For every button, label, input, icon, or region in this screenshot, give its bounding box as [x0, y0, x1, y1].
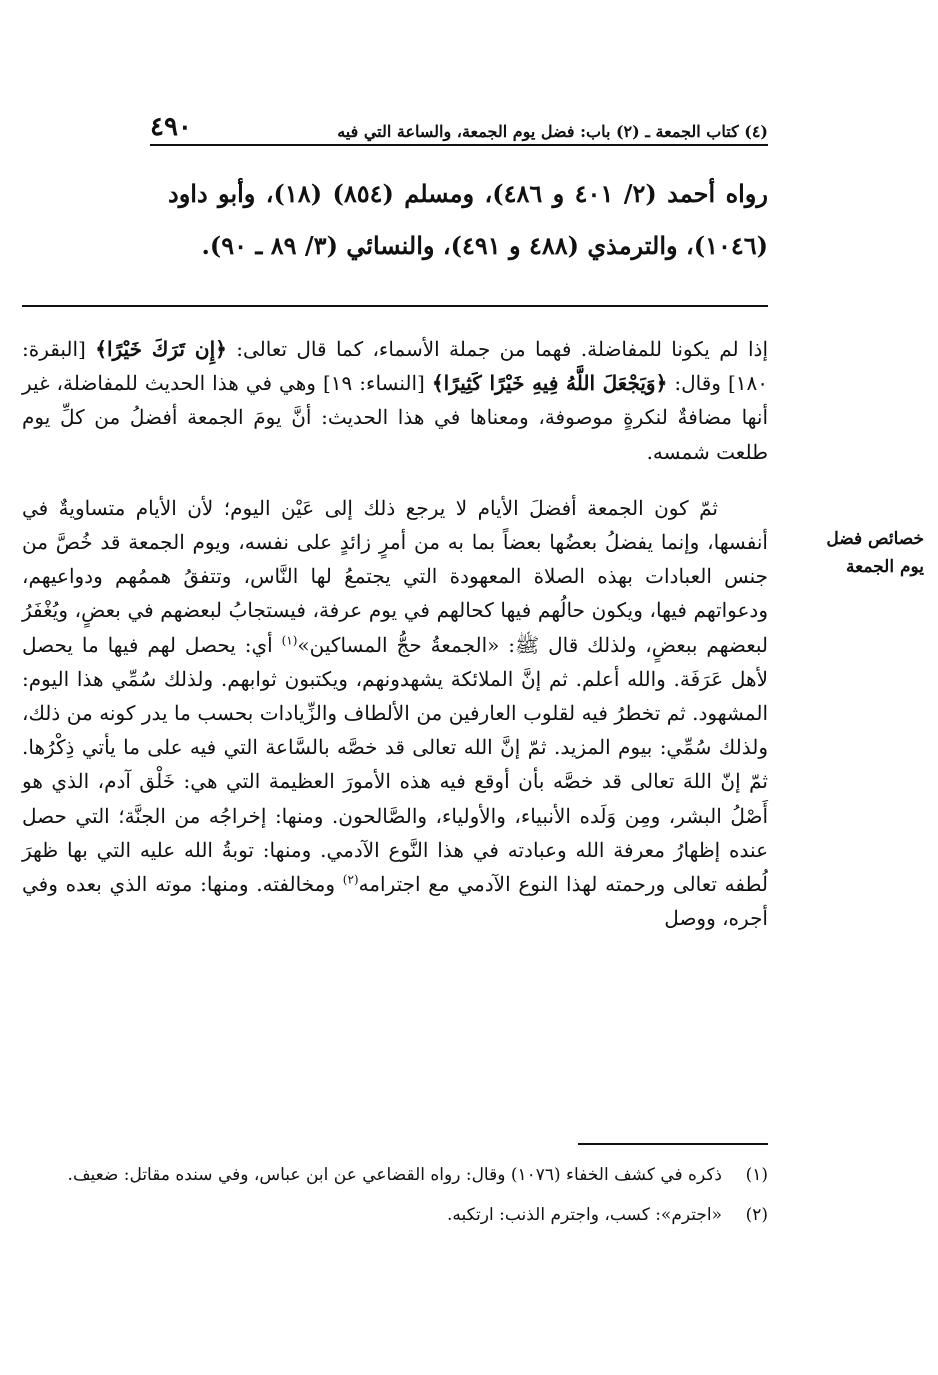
commentary-text: [النساء: ١٩] وهي في هذا الحديث للمفاضلة، غير أنها مضافةٌ لنكرةٍ موصوفة، ومعناها في هذا الحديث: أنَّ يومَ الجمعة أفضلُ من كلِّ يوم طلعت شمسه. — [22, 371, 768, 464]
footnote-text: «اجترم»: كسب، واجترم الذنب: ارتكبه. — [446, 1205, 722, 1225]
commentary-paragraph-2 — [22, 491, 768, 936]
footnote-divider — [578, 1143, 768, 1145]
footnote-text: ذكره في كشف الخفاء (١٠٧٦) وقال: رواه القضاعي عن ابن عباس، وفي سنده مقاتل: ضعيف. — [67, 1165, 722, 1185]
commentary — [22, 332, 768, 935]
commentary-text: ثمّ كون الجمعة أفضلَ الأيام لا يرجع ذلك إلى عَيْن اليوم؛ لأن الأيام متساويةٌ في أنفسها، وإنما يفضلُ بعضُها بعضاً بما به من أمرٍ زائدٍ على نفسه، ويوم الجمعة قد خُصَّ من جنس العبادات بهذه الصلاة المعهودة التي يجتمعُ لها النَّاس، وتتفقُ هممُهم ودواعيهم، ودعواتهم فيها، ويكون حالُهم فيها كحالهم في يوم عرفة، فيستجابُ لبعضهم في بعضٍ، ويُغْفَرُ لبعضهم ببعضٍ، ولذلك قال ﷺ: «الجمعةُ حجُّ المساكين» — [22, 495, 768, 657]
quran-verse: ﴿وَيَجْعَلَ اللَّهُ فِيهِ خَيْرًا كَثِيرًا﴾ — [431, 371, 668, 396]
footnote-ref-2: (٢) — [342, 872, 359, 887]
hadith-sources — [168, 168, 768, 272]
page-number: ٤٩٠ — [150, 112, 192, 142]
footnote-number: (١) — [745, 1165, 768, 1185]
commentary-text: [البقرة: ١٨٠] وقال: — [22, 337, 768, 396]
margin-note-line: يوم الجمعة — [846, 557, 924, 577]
footnote-2 — [22, 1200, 768, 1230]
margin-note — [784, 525, 924, 581]
footnote-number: (٢) — [745, 1205, 768, 1225]
running-head: (٤) كتاب الجمعة ـ (٢) باب: فضل يوم الجمعة، والساعة التي فيه — [337, 122, 768, 141]
page-header — [150, 110, 768, 146]
hadith-sources-text: رواه أحمد (٢/ ٤٠١ و ٤٨٦)، ومسلم (٨٥٤) (١٨)، وأبو داود (١٠٤٦)، والترمذي (٤٨٨ و ٤٩١)، والنسائي (٣/ ٨٩ ـ ٩٠). — [168, 179, 768, 260]
section-divider — [22, 305, 768, 307]
margin-note-line: خصائص فضل — [826, 529, 924, 549]
commentary-text: إذا لم يكونا للمفاضلة. فهما من جملة الأسماء، كما قال تعالى: — [226, 337, 769, 361]
footnote-ref-1: (١) — [281, 632, 298, 647]
commentary-text: ومخالفته. ومنها: موته الذي بعده وفي أجره، ووصل — [22, 872, 768, 931]
footnote-1 — [22, 1160, 768, 1190]
footnotes — [22, 1160, 768, 1240]
quran-verse: ﴿إِن تَرَكَ خَيْرًا﴾ — [95, 337, 227, 361]
commentary-paragraph-1 — [22, 332, 768, 469]
commentary-text: أي: يحصل لهم فيها ما يحصل لأهل عَرَفَة. والله أعلم. ثم إنَّ الملائكة يشهدونهم، ويكتبون ثوابهم. ولذلك سُمِّي هذا اليوم: المشهود. ثم تخطرُ فيه لقلوب العارفين من الألطاف والزِّيادات بحسب ما يدر كونه من ذلك، ولذلك سُمِّي: بيوم المزيد. ثمّ إنَّ الله تعالى قد خصَّه بالسَّاعة التي فيه على ما يأتي ذِكْرُها. ثمّ إنّ اللهَ تعالى قد خصَّه بأن أوقع فيه هذه الأمورَ العظيمة التي هي: خَلْق آدم، الذي هو أَصْلُ البشر، ومِن وَلَده الأنبياء، والأولياء، والصَّالحون. ومنها: إخراجُه من الجنَّة؛ التي حصل عنده إظهارُ معرفة الله وعبادته في هذا النَّوع الآدمي. ومنها: توبةُ الله عليه التي بها ظهرَ لُطفه تعالى ورحمته لهذا النوع الآدمي مع اجترامه — [22, 632, 768, 897]
